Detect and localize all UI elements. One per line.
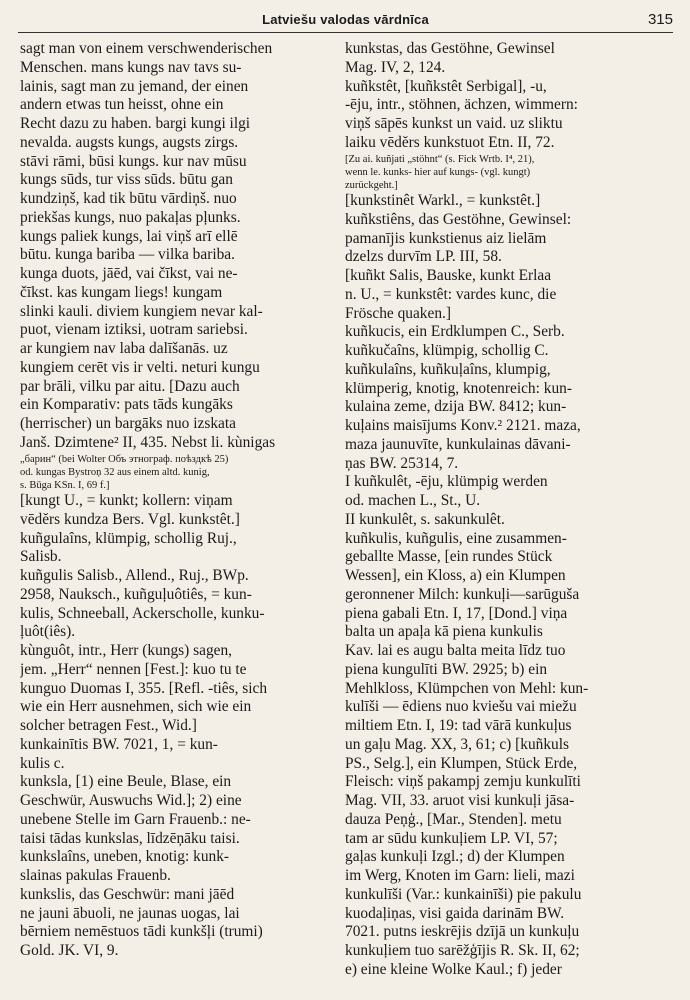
text-line: PS., Selg.], ein Klumpen, Stück Erde, — [345, 754, 578, 772]
text-line: kunga duots, jāēd, vai čīkst, vai ne- — [20, 265, 238, 282]
text-line: kuñkucis, ein Erdklumpen C., Serb. — [345, 323, 565, 341]
text-line: s. Būga KSn. I, 69 f.] — [20, 479, 110, 491]
text-line: kunkulīši (Var.: kunkainīši) pie pakulu — [345, 885, 582, 903]
text-line: unebene Stelle im Garn Frauenb.: ne- — [20, 810, 251, 828]
text-line: kunguo Duomas I, 355. [Refl. -tiês, sich — [20, 679, 268, 697]
text-line: kùnguôt, intr., Herr (kungs) sagen, — [20, 642, 233, 660]
text-line: par brāli, vilku par aitu. [Dazu auch — [20, 377, 240, 395]
text-line: ne jauni ābuoli, ne jaunas uogas, lai — [20, 904, 240, 922]
text-line: gaļas kunkuļi Izgl.; d) der Klumpen — [345, 848, 565, 866]
text-line: Recht dazu zu haben. bargi kungi ilgi — [20, 115, 251, 132]
text-line: [kuñkt Salis, Bauske, kunkt Erlaa — [345, 267, 552, 285]
text-line: kungs paliek kungs, lai viņš arī ellē — [20, 227, 238, 245]
text-line: kunkuļiem tuo sarēžģījis R. Sk. II, 62; — [345, 942, 580, 960]
text-line: kulaina zeme, dzija BW. 8412; kun- — [345, 398, 567, 416]
text-line: -ēju, intr., stöhnen, ächzen, wimmern: — [345, 96, 578, 114]
text-line: priekšas kungs, nuo pakaļas pļunks. — [20, 208, 241, 226]
text-line: kuodaļiņas, visi gaida darinām BW. — [345, 904, 565, 922]
text-line: nevalda. augsts kungs, augsts zirgs. — [20, 133, 239, 151]
text-line: un gaļu Mag. XX, 3, 61; c) [kuñkuls — [345, 735, 569, 753]
text-line: Menschen. mans kungs nav tavs su- — [20, 58, 242, 76]
text-line: balta un apaļa kā piena kunkulis — [345, 623, 543, 641]
text-line: kuñkulis, kuñgulis, eine zusammen- — [345, 529, 567, 547]
text-line: Gold. JK. VI, 9. — [20, 942, 119, 960]
text-line: II kunkulêt, s. sakunkulêt. — [345, 510, 505, 528]
text-line: bērniem nemēstuos tādi kunkšļi (trumi) — [20, 923, 263, 941]
text-line: kuñkstiêns, das Gestöhne, Gewinsel: — [345, 210, 572, 228]
text-line: būtu. kunga bariba — vilka bariba. — [20, 246, 235, 264]
text-line: laiku vēdĕrs kunkstuot Etn. II, 72. — [345, 133, 555, 151]
text-line: andern etwas tun heisst, ohne ein — [20, 96, 224, 114]
text-line: kulis, Schneeball, Ackerscholle, kunku- — [20, 604, 265, 622]
text-line: im Werg, Knoten im Garn: lieli, mazi — [345, 867, 575, 885]
text-line: 2958, Nauksch., kuñguļuôtiês, = kun- — [20, 585, 252, 603]
text-line: Kav. lai es augu balta meita līdz tuo — [345, 642, 566, 660]
text-line: stāvi rāmi, būsi kungs. kur nav mūsu — [20, 152, 247, 170]
text-line: kuñkstêt, [kuñkstêt Serbigal], -u, — [345, 77, 547, 95]
page-header — [18, 10, 673, 33]
text-line: kungiem cerēt vis ir velti. neturi kungu — [20, 358, 260, 376]
text-line: Mag. IV, 2, 124. — [345, 58, 446, 76]
text-line: kunksla, [1) eine Beule, Blase, ein — [20, 773, 232, 791]
text-line: od. kungas Bystroņ 32 aus einem altd. kunig, — [20, 466, 210, 478]
text-line: ein Komparativ: pats tāds kungāks — [20, 396, 233, 414]
text-line: wenn le. kunks- hier auf kungs- (vgl. kungt) — [345, 166, 531, 178]
text-line: kulīši — ēdiens nuo kviešu vai miežu — [345, 698, 577, 716]
text-line: geballte Masse, [ein rundes Stück — [345, 548, 553, 566]
text-line: Janš. Dzimtene² II, 435. Nebst li. kùnigas — [20, 433, 276, 451]
text-line: miltiem Etn. I, 19: tad vārā kunkuļus — [345, 717, 572, 735]
text-line: taisi tādas kunkslas, līdzēņāku taisi. — [20, 829, 240, 847]
text-line: ar kungiem nav laba dalīšanās. uz — [20, 340, 228, 357]
text-line: kuñgulaîns, klümpig, schollig Ruj., — [20, 529, 237, 547]
text-line: slinki kauli. diviem kungiem nevar kal- — [20, 302, 263, 320]
text-line: kunkslaîns, uneben, knotig: kunk- — [20, 848, 230, 866]
page-number: 315 — [647, 11, 673, 28]
running-title: Latviešu valodas vārdnīca — [262, 12, 429, 27]
text-line: e) eine kleine Wolke Kaul.; f) jeder — [345, 960, 562, 978]
text-line: sagt man von einem verschwenderischen — [20, 40, 273, 57]
text-line: slainas pakulas Frauenb. — [20, 867, 171, 885]
text-line: geronnener Milch: kunkuļi—sarūguša — [345, 585, 580, 603]
text-line: „барин“ (bei Wolter Объ этнограф. поѣздкѣ 25) — [20, 453, 229, 465]
text-line: Mehlkloss, Klümpchen von Mehl: kun- — [345, 679, 589, 697]
text-line: ļuôt(iês). — [20, 623, 76, 641]
text-line: Wessen], ein Kloss, a) ein Klumpen — [345, 567, 566, 585]
text-line: [kungt U., = kunkt; kollern: viņam — [20, 492, 233, 510]
text-line: Fleisch: viņš pakampj zemju kunkulīti — [345, 773, 581, 791]
text-line: kungs sūds, tur viss sūds. būtu gan — [20, 171, 233, 189]
text-line: puot, vienam iztiksi, uotram sariebsi. — [20, 321, 248, 339]
text-line: zurückgeht.] — [345, 179, 398, 191]
text-line: Geschwür, Auswuchs Wid.]; 2) eine — [20, 792, 242, 810]
text-line: dzelzs durvīm LP. III, 58. — [345, 248, 502, 266]
text-line: [Zu ai. kuñjati „stöhnt“ (s. Fick Wrtb. I⁴, 21), — [345, 153, 535, 165]
text-line: piena kungulīti BW. 2925; b) ein — [345, 660, 548, 678]
text-line: maza jaunuvīte, kunkulainas dāvani- — [345, 435, 571, 453]
text-line: piena gabali Etn. I, 17, [Dond.] viņa — [345, 604, 568, 622]
text-line: dauza Peņģ., [Mar., Stenden]. metu — [345, 810, 562, 828]
text-line: Mag. VII, 33. aruot visi kunkuļi jāsa- — [345, 792, 575, 810]
text-line: klümperig, knotig, knotenreich: kun- — [345, 379, 572, 397]
text-line: od. machen L., St., U. — [345, 492, 481, 510]
text-line: I kuñkulêt, -ēju, klümpig werden — [345, 473, 548, 491]
text-line: lainis, sagt man zu jemand, der einen — [20, 77, 249, 95]
text-line: kuñkulaîns, kuñkuļaîns, klumpig, — [345, 360, 551, 378]
text-line: Salisb. — [20, 548, 62, 566]
text-line: pamanījis kunkstienus aiz lielām — [345, 229, 547, 247]
text-line: čīkst. kas kungam liegs! kungam — [20, 283, 223, 301]
text-line: ņas BW. 25314, 7. — [345, 454, 459, 472]
text-line: wie ein Herr ausnehmen, sich wie ein — [20, 698, 252, 716]
text-line: kuñgulis Salisb., Allend., Ruj., BWp. — [20, 567, 249, 585]
text-line: kulis c. — [20, 754, 65, 772]
text-line: solcher betragen Fest., Wid.] — [20, 717, 197, 735]
text-line: Frösche quaken.] — [345, 304, 451, 322]
text-line: [kunkstinêt Warkl., = kunkstêt.] — [345, 192, 541, 210]
text-line: (herrischer) un bargāks nuo izskata — [20, 415, 236, 432]
text-line: kunkslis, das Geschwür: mani jāēd — [20, 885, 235, 903]
text-line: viņš sāpēs kunkst un vaid. uz sliktu — [345, 115, 563, 132]
text-line: kunkainītis BW. 7021, 1, = kun- — [20, 735, 218, 753]
text-line: n. U., = kunkstêt: vardes kunc, die — [345, 285, 557, 303]
text-line: tam ar sūdu kunkuļiem LP. VI, 57; — [345, 829, 558, 847]
text-line: vēdĕrs kundza Bers. Vgl. kunkstêt.] — [20, 510, 240, 528]
left-column — [20, 40, 330, 995]
text-line: 7021. putns ieskrējis dzījā un kunkuļu — [345, 923, 580, 941]
text-line: kunkstas, das Gestöhne, Gewinsel — [345, 40, 555, 57]
right-column — [345, 40, 673, 995]
text-line: kuñkučaîns, klümpig, schollig C. — [345, 342, 549, 360]
text-line: jem. „Herr“ nennen [Fest.]: kuo tu te — [20, 660, 247, 678]
text-line: kuļains maisījums Konv.² 2121. maza, — [345, 417, 581, 435]
text-line: kundziņš, kad tik būtu vārdiņš. nuo — [20, 190, 237, 207]
